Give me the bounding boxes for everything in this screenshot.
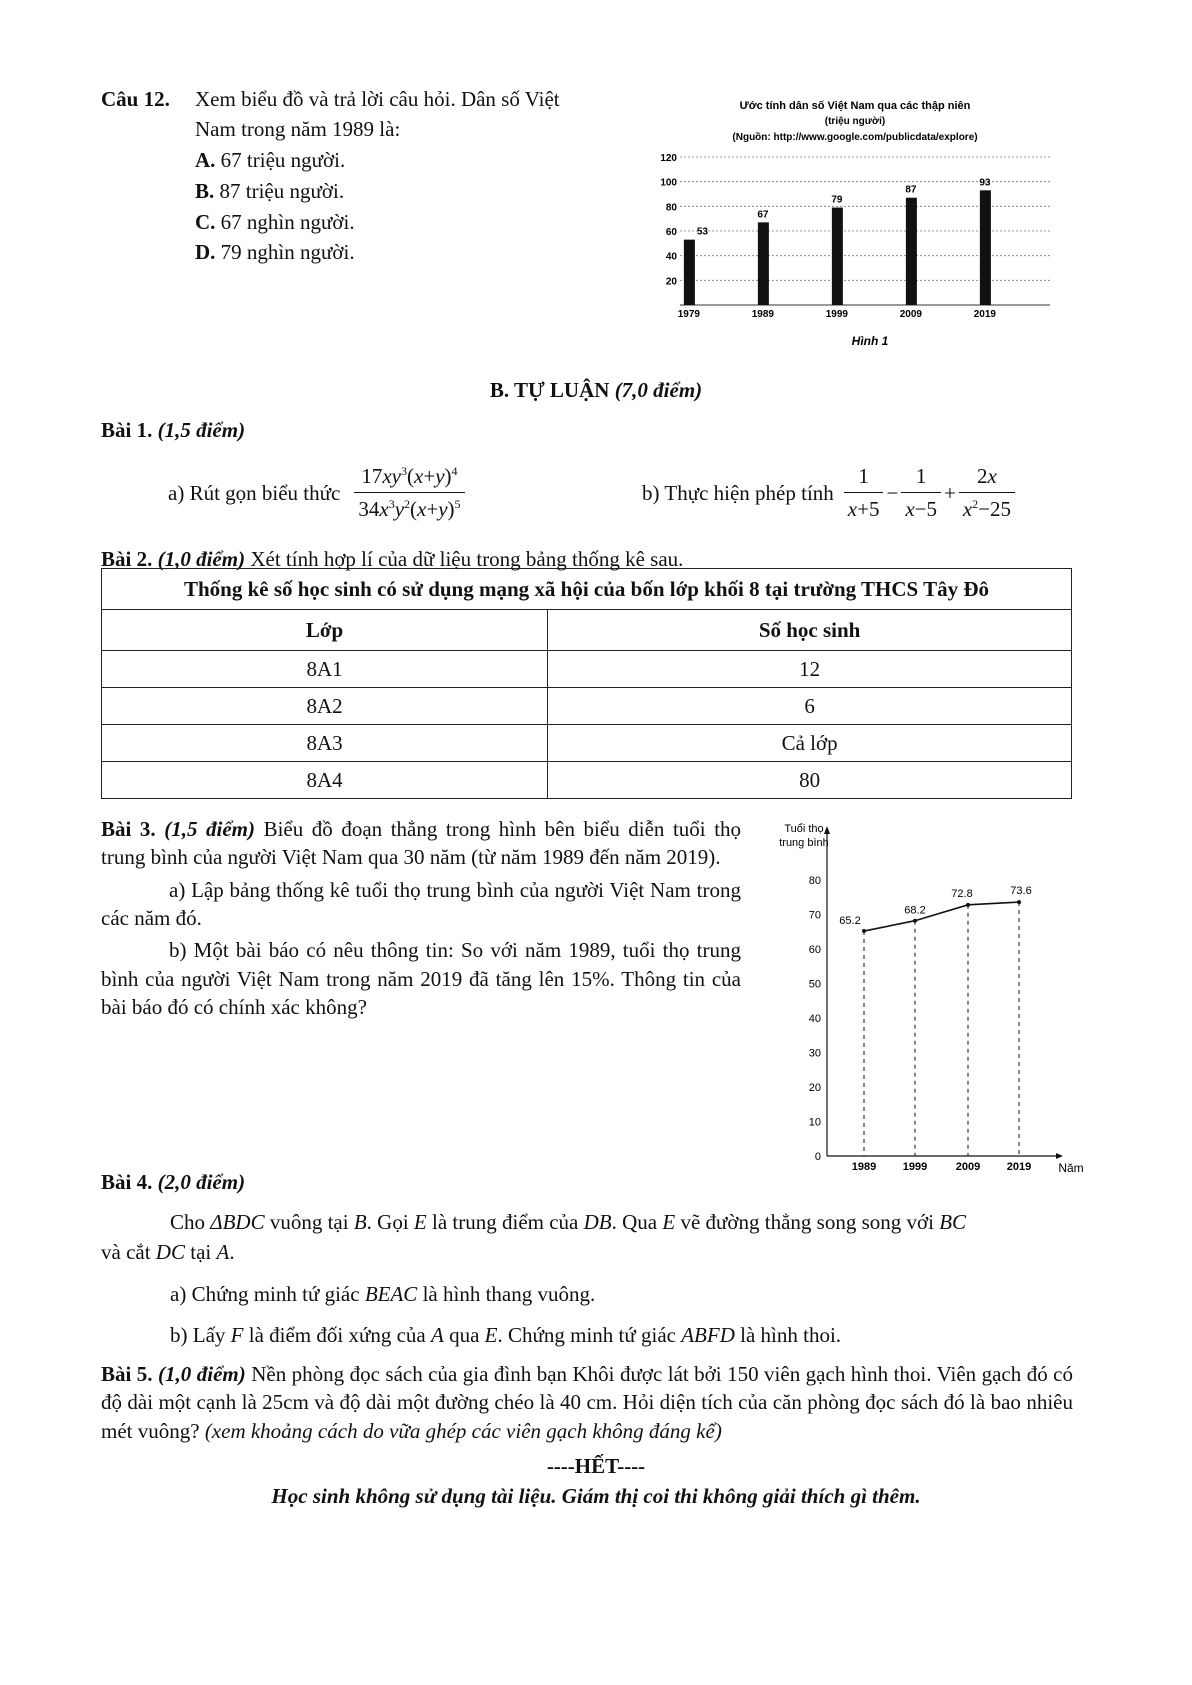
table-row: 8A2 6	[102, 688, 1072, 725]
y-axis-arrow	[824, 826, 830, 834]
y-tick-label: 60	[665, 227, 677, 238]
chart-subtitle: (triệu người)	[824, 116, 886, 127]
y-tick-label: 70	[808, 909, 821, 922]
end-marker: ----HẾT----	[546, 1454, 646, 1478]
x-tick-label: 2019	[973, 309, 997, 320]
bai1-part-a: a) Rút gọn biểu thức $\frac{17xy^3(x+y)^4}{34x^3y^2(x+y)^5}$	[168, 462, 468, 524]
question-label: Câu 12.	[101, 87, 170, 111]
life-expectancy-chart	[755, 818, 1090, 1180]
expression-a: $\frac{17xy^3(x+y)^4}{34x^3y^2(x+y)^5}$	[354, 462, 464, 524]
bar-2019	[980, 190, 991, 305]
option-a: A. 67 triệu người.	[195, 148, 346, 172]
data-label: 68.2	[904, 904, 926, 917]
bai5-block: Bài 5. (1,0 điểm) Nền phòng đọc sách của gia đình bạn Khôi được lát bởi 150 viên gạch hình thoi. Viên gạch đó có độ dài một cạnh là 25cm và độ dài một đường chéo là 40 cm. Hỏi diện tích của căn phòng đọc sách đó là bao nhiêu mét vuông? (xem khoảng cách do vữa ghép các viên gạch không đáng kể)	[101, 1362, 1074, 1443]
data-point	[913, 919, 917, 923]
column-header-students: Số học sinh	[548, 610, 1072, 651]
bar-2009	[906, 198, 917, 305]
data-label: 72.8	[951, 887, 973, 900]
bai2-heading: Bài 2. (1,0 điểm) Xét tính hợp lí của dữ liệu trong bảng thống kê sau.	[101, 547, 684, 571]
bai5-note: (xem khoảng cách do vữa ghép các viên gạch không đáng kể)	[204, 1418, 722, 1443]
bai1-heading: Bài 1. (1,5 điểm)	[101, 418, 246, 442]
x-tick-label: 2009	[899, 309, 923, 320]
bai4-line1: Cho ΔBDC vuông tại B. Gọi E là trung điểm của DB. Qua E vẽ đường thẳng song song với BC	[170, 1210, 967, 1234]
data-label: 65.2	[839, 915, 861, 928]
question-text-line1: Xem biểu đồ và trả lời câu hỏi. Dân số Việt	[195, 87, 560, 111]
y-tick-label: 20	[665, 276, 677, 288]
data-point	[862, 929, 866, 933]
bai1-part-b: b) Thực hiện phép tính $\frac{1}{x+5}$ − $\frac{1}{x-5}$ + $\frac{2x}{x^2-25}$	[642, 462, 1018, 524]
y-tick-label: 120	[660, 153, 677, 164]
data-label: 73.6	[1010, 885, 1032, 898]
series-line	[864, 902, 1019, 931]
y-tick-label: 40	[665, 251, 677, 263]
x-axis-label: Năm	[1058, 1161, 1084, 1175]
y-tick-label: 20	[808, 1082, 821, 1094]
bar-value-label: 67	[757, 209, 769, 221]
x-tick-label: 1979	[677, 309, 701, 320]
bai4-heading: Bài 4. (2,0 điểm)	[101, 1170, 246, 1194]
x-tick-label: 1989	[851, 1161, 877, 1173]
x-tick-label: 2009	[955, 1161, 981, 1173]
chart-source: (Nguồn: http://www.google.com/publicdata/explore)	[732, 132, 978, 143]
data-point	[966, 903, 970, 907]
fraction-3: $\frac{2x}{x^2-25}$	[959, 462, 1015, 524]
statistics-table	[101, 568, 1072, 799]
bai3-intro: Biểu đồ đoạn thẳng trong hình bên biểu diễn tuổi thọ trung bình của người Việt Nam qua 30 năm (từ năm 1989 đến năm 2019).	[101, 817, 742, 870]
x-axis-arrow	[1056, 1153, 1063, 1159]
bar-1979	[684, 240, 695, 305]
bar-1999	[832, 208, 843, 305]
footer-note: Học sinh không sử dụng tài liệu. Giám thị coi thi không giải thích gì thêm.	[271, 1484, 921, 1508]
table-row: 8A4 80	[102, 762, 1072, 799]
y-tick-label: 50	[808, 978, 821, 991]
x-tick-label: 1999	[902, 1161, 928, 1173]
y-tick-label: 80	[665, 202, 677, 214]
fraction-2: $\frac{1}{x-5}$	[901, 462, 941, 524]
y-tick-label: 100	[660, 177, 677, 189]
x-tick-label: 2019	[1006, 1161, 1032, 1173]
x-tick-label: 1989	[751, 309, 775, 320]
bai3-block: Bài 3. (1,5 điểm) Biểu đồ đoạn thẳng trong hình bên biểu diễn tuổi thọ trung bình của người Việt Nam qua 30 năm (từ năm 1989 đến năm 2019). a) Lập bảng thống kê tuổi thọ trung bình của người Việt Nam trong các năm đó. b) Một bài báo có nêu thông tin: So với năm 1989, tuổi thọ trung bình của người Việt Nam trong năm 2019 đã tăng lên 15%. Thông tin của bài báo đó có chính xác không?	[101, 815, 741, 1021]
bar-value-label: 87	[905, 184, 917, 196]
bai4-line2: và cắt DC tại A.	[101, 1240, 235, 1264]
bar-1989	[758, 222, 769, 305]
table-title: Thống kê số học sinh có sử dụng mạng xã hội của bốn lớp khối 8 tại trường THCS Tây Đô	[102, 569, 1072, 610]
table-row: 8A3 Cả lớp	[102, 725, 1072, 762]
y-tick-label: 10	[808, 1116, 821, 1129]
column-header-class: Lớp	[102, 610, 548, 651]
chart-caption: Hình 1	[851, 334, 889, 348]
y-tick-label: 30	[808, 1047, 821, 1060]
option-b: B. 87 triệu người.	[195, 179, 345, 203]
table-row: 8A1 12	[102, 651, 1072, 688]
chart-title: Ước tính dân số Việt Nam qua các thập niên	[739, 100, 971, 112]
bar-value-label: 53	[696, 226, 709, 238]
bai3-part-b: b) Một bài báo có nêu thông tin: So với năm 1989, tuổi thọ trung bình của người Việt Nam trong năm 2019 đã tăng lên 15%. Thông tin của bài báo đó có chính xác không?	[101, 938, 741, 1020]
fraction-1: $\frac{1}{x+5}$	[844, 462, 884, 524]
bar-value-label: 93	[979, 177, 991, 189]
section-b-heading: B. TỰ LUẬN (7,0 điểm)	[489, 378, 703, 402]
y-tick-label: 60	[808, 944, 821, 956]
bai3-part-a: a) Lập bảng thống kê tuổi thọ trung bình của người Việt Nam trong các năm đó.	[101, 877, 741, 931]
y-axis-label-1: Tuổi thọ	[784, 823, 824, 835]
option-d: D. 79 nghìn người.	[195, 240, 355, 264]
data-point	[1017, 900, 1021, 904]
y-tick-label: 0	[814, 1151, 821, 1163]
y-tick-label: 40	[808, 1013, 821, 1025]
y-axis-label-2: trung bình	[779, 837, 829, 849]
option-c: C. 67 nghìn người.	[195, 210, 355, 234]
x-tick-label: 1999	[825, 309, 849, 320]
y-tick-label: 80	[808, 875, 821, 887]
population-chart	[650, 95, 1060, 355]
bar-value-label: 79	[831, 194, 843, 206]
bai4-part-a: a) Chứng minh tứ giác BEAC là hình thang vuông.	[170, 1282, 596, 1306]
question-text-line2: Nam trong năm 1989 là:	[195, 117, 401, 141]
bai5-text: Nền phòng đọc sách của gia đình bạn Khôi được lát bởi 150 viên gạch hình thoi. Viên gạch đó có độ dài một cạnh là 25cm và độ dài một đường chéo là 40 cm. Hỏi diện tích của căn phòng đọc sách đó là bao nhiêu mét vuông?	[101, 1362, 1074, 1443]
bai4-part-b: b) Lấy F là điểm đối xứng của A qua E. Chứng minh tứ giác ABFD là hình thoi.	[170, 1323, 842, 1347]
